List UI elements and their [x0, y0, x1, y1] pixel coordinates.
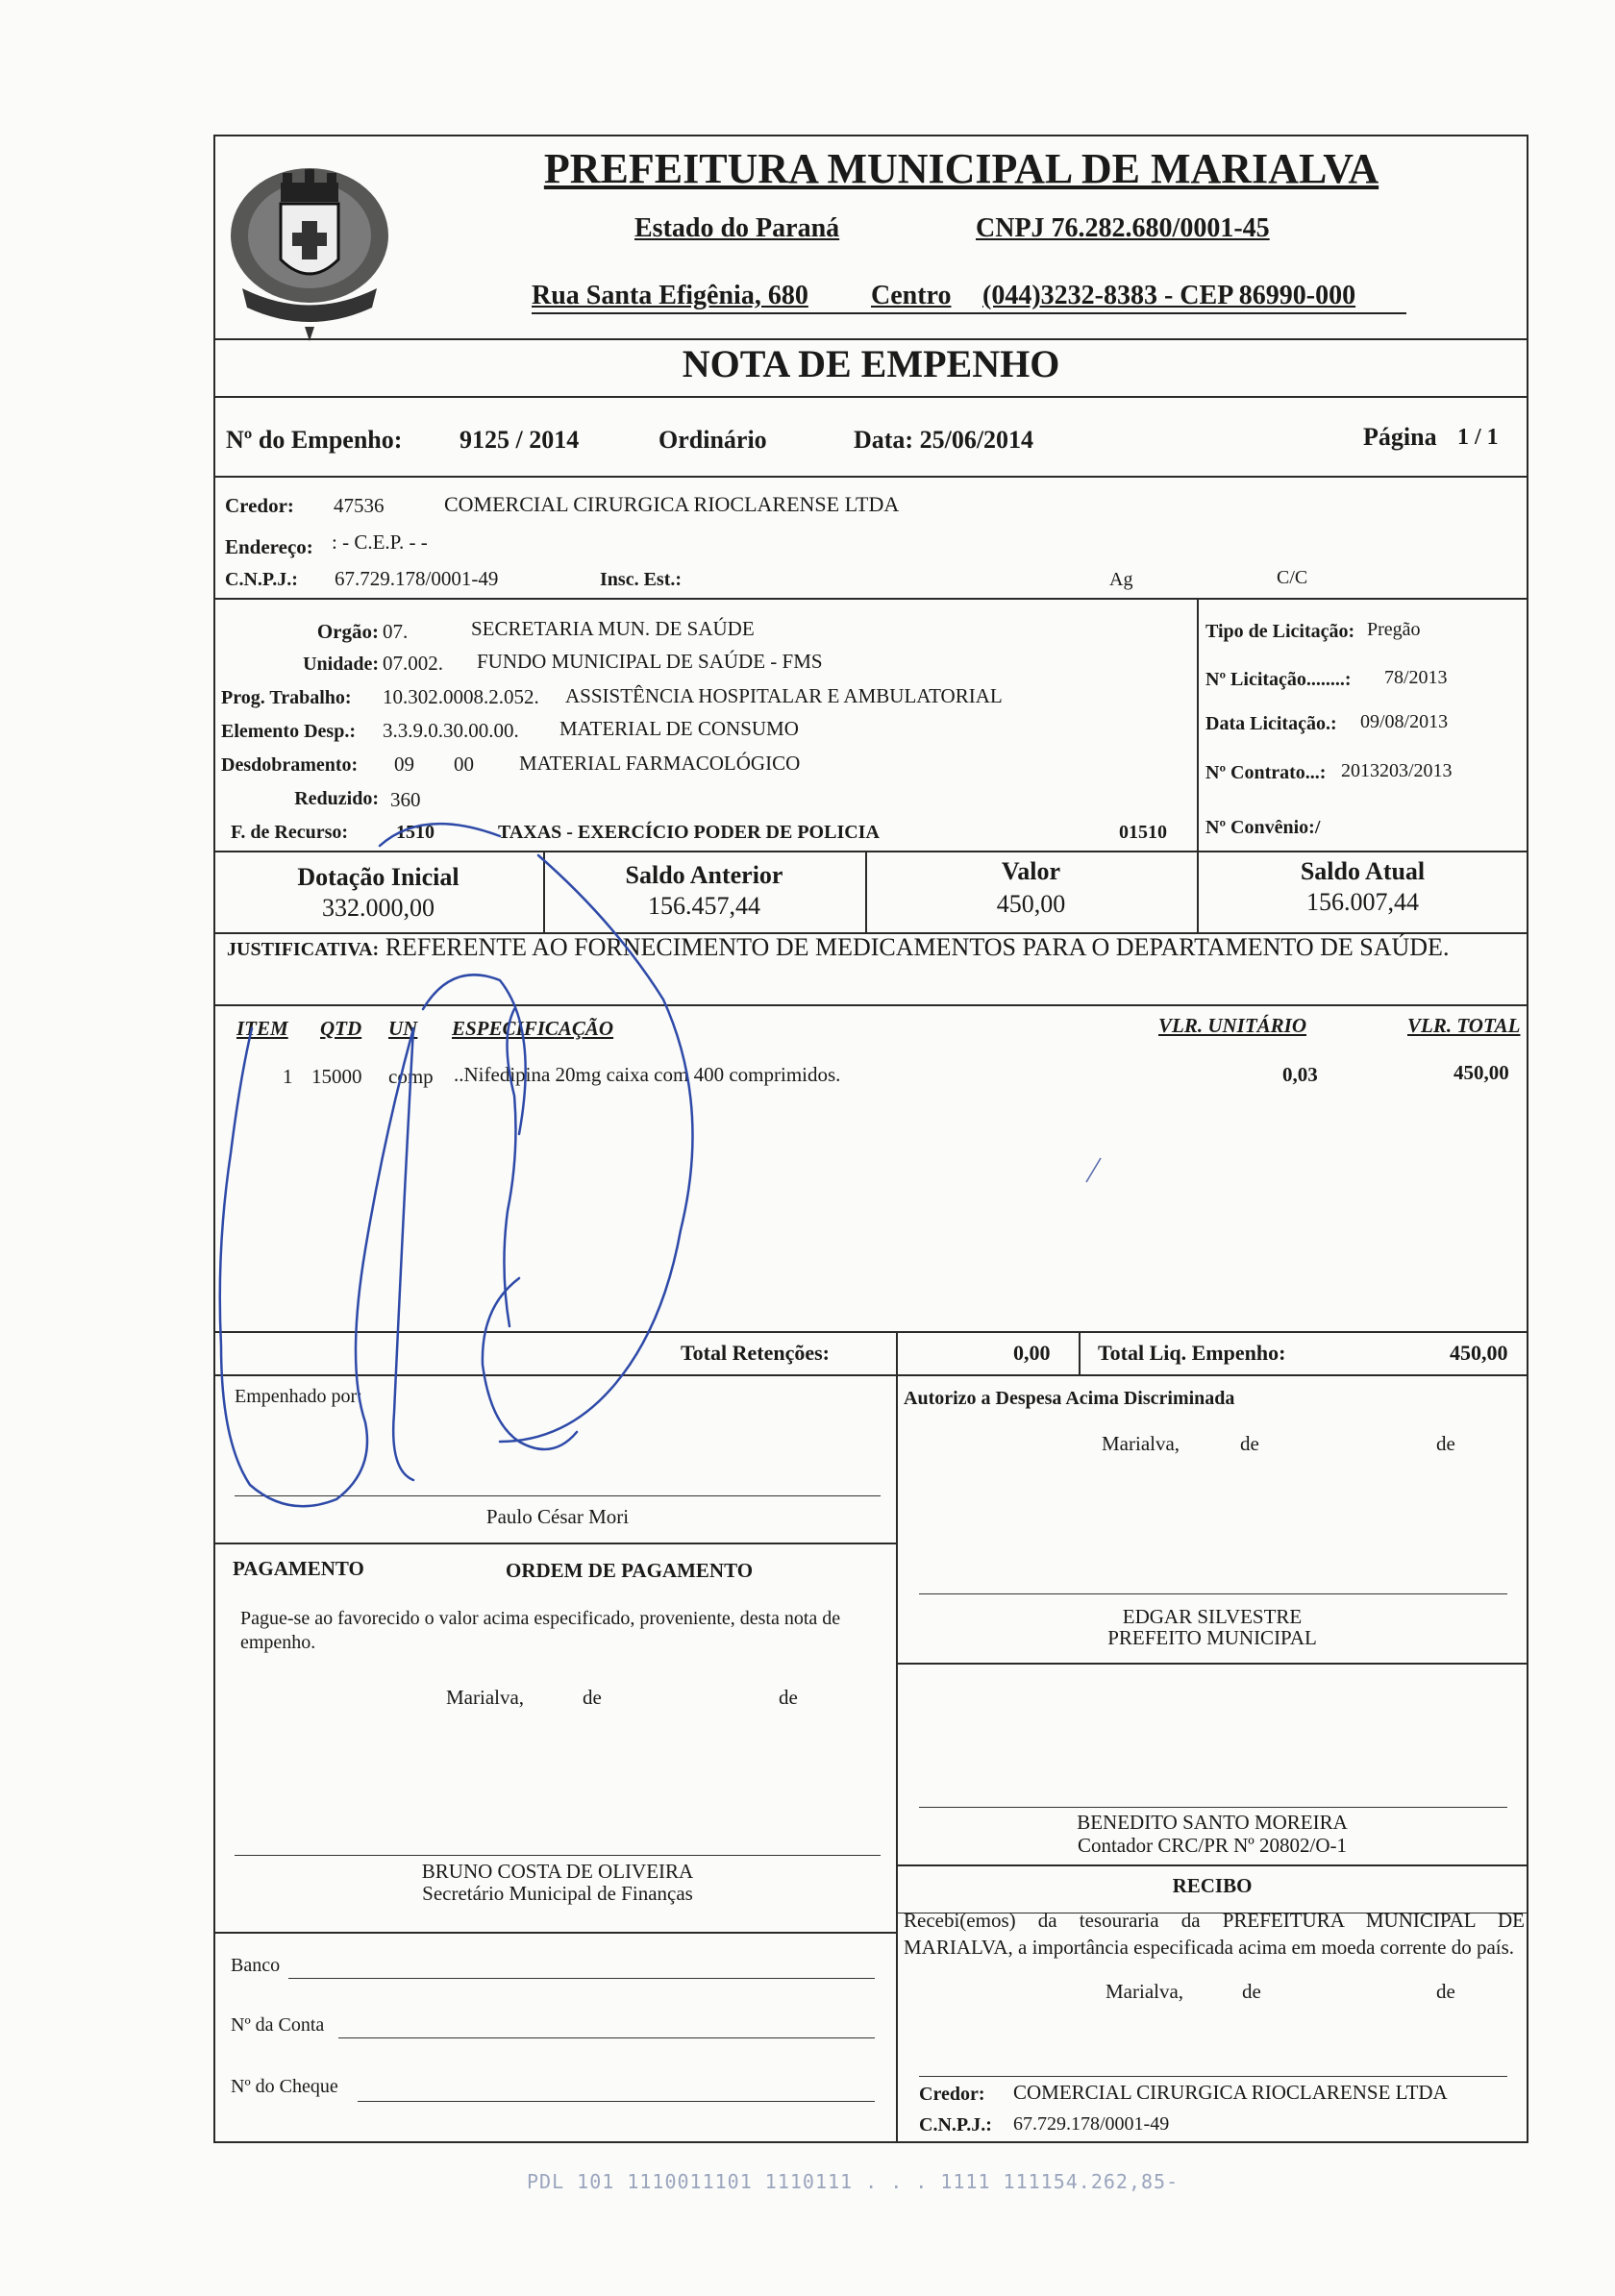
col-valor-total: VLR. TOTAL [1407, 1014, 1521, 1037]
tipo-licitacao-label: Tipo de Licitação: [1205, 621, 1355, 642]
municipality-district: Centro [871, 281, 952, 310]
saldo-anterior-label: Saldo Anterior [625, 861, 783, 889]
document-title: NOTA DE EMPENHO [682, 342, 1060, 385]
total-retencoes-label: Total Retenções: [681, 1341, 830, 1365]
page-label: Página [1363, 423, 1437, 451]
ordem-pagamento-label: ORDEM DE PAGAMENTO [506, 1559, 754, 1582]
saldo-atual-label: Saldo Atual [1300, 857, 1426, 885]
endereco-value: : - C.E.P. - - [332, 531, 428, 554]
justificativa-label: JUSTIFICATIVA: [227, 939, 380, 960]
autorizo-de-1: de [1240, 1432, 1259, 1455]
contador-name: BENEDITO SANTO MOREIRA [1077, 1811, 1348, 1834]
credor-cnpj: 67.729.178/0001-49 [335, 567, 499, 590]
empenho-number: 9125 / 2014 [460, 426, 580, 454]
cheque-label: Nº do Cheque [231, 2076, 338, 2097]
municipality-address: Rua Santa Efigênia, 680 [532, 281, 808, 310]
prog-trabalho-label: Prog. Trabalho: [221, 687, 352, 708]
desdobramento-name: MATERIAL FARMACOLÓGICO [519, 752, 801, 775]
elemento-label: Elemento Desp.: [221, 721, 356, 742]
ag-label: Ag [1109, 569, 1133, 590]
tipo-licitacao-value: Pregão [1367, 619, 1421, 640]
reduzido-label: Reduzido: [294, 788, 379, 809]
endereco-label: Endereço: [225, 535, 313, 558]
recibo-cnpj-label: C.N.P.J.: [919, 2114, 992, 2136]
municipality-title: PREFEITURA MUNICIPAL DE MARIALVA [543, 145, 1379, 192]
banco-label: Banco [231, 1955, 281, 1976]
pagamento-label: PAGAMENTO [233, 1557, 364, 1580]
desdobramento-code-2: 00 [454, 753, 474, 776]
pagamento-text: Pague-se ao favorecido o valor acima especificado, proveniente, desta nota de empenho. [240, 1608, 841, 1653]
autorizo-place: Marialva, [1102, 1432, 1180, 1455]
item-especificacao: ..Nifedipina 20mg caixa com 400 comprimidos. [454, 1063, 841, 1086]
total-liq-label: Total Liq. Empenho: [1098, 1341, 1286, 1365]
item-number: 1 [283, 1065, 293, 1088]
fonte-recurso-label: F. de Recurso: [231, 822, 349, 843]
cc-label: C/C [1277, 567, 1308, 588]
recibo-label: RECIBO [1172, 1874, 1253, 1897]
municipality-cnpj: CNPJ 76.282.680/0001-45 [976, 213, 1270, 243]
pagamento-de-2: de [779, 1686, 798, 1709]
recibo-credor-name: COMERCIAL CIRURGICA RIOCLARENSE LTDA [1013, 2081, 1448, 2104]
valor-label: Valor [1001, 857, 1061, 885]
recibo-de-2: de [1436, 1980, 1455, 2003]
recibo-de-1: de [1242, 1980, 1261, 2003]
contador-role: Contador CRC/PR Nº 20802/O-1 [1077, 1834, 1348, 1857]
credor-code: 47536 [334, 494, 385, 517]
unidade-label: Unidade: [303, 654, 379, 675]
unidade-code: 07.002. [383, 652, 443, 675]
fonte-recurso-name: TAXAS - EXERCÍCIO PODER DE POLICIA [498, 822, 880, 843]
fonte-recurso-number: 01510 [1119, 822, 1167, 843]
recibo-text: Recebi(emos) da tesouraria da PREFEITURA MUNICIPAL DE MARIALVA, a importância especificada acima em moeda corrente do país. [904, 1909, 1525, 1959]
elemento-name: MATERIAL DE CONSUMO [559, 717, 799, 740]
item-qtd: 15000 [311, 1065, 362, 1088]
prog-trabalho-code: 10.302.0008.2.052. [383, 685, 539, 708]
empenho-date: Data: 25/06/2014 [854, 426, 1034, 454]
licitacao-date-label: Data Licitação.: [1205, 713, 1337, 734]
orgao-name: SECRETARIA MUN. DE SAÚDE [471, 617, 755, 640]
credor-label: Credor: [225, 494, 294, 517]
empenhado-por-label: Empenhado por: [235, 1386, 362, 1407]
desdobramento-label: Desdobramento: [221, 754, 359, 776]
contrato-label: Nº Contrato...: [1205, 762, 1327, 783]
prog-trabalho-name: ASSISTÊNCIA HOSPITALAR E AMBULATORIAL [565, 684, 1003, 707]
saldo-anterior-value: 156.457,44 [648, 892, 760, 920]
recibo-cnpj: 67.729.178/0001-49 [1013, 2113, 1170, 2135]
dotacao-value: 332.000,00 [322, 894, 435, 922]
dotacao-label: Dotação Inicial [297, 863, 460, 891]
conta-label: Nº da Conta [231, 2014, 325, 2036]
col-item: ITEM [236, 1017, 288, 1040]
page-number: 1 / 1 [1457, 425, 1499, 450]
credor-cnpj-label: C.N.P.J.: [225, 569, 298, 590]
secretario-name: BRUNO COSTA DE OLIVEIRA [421, 1860, 694, 1883]
reduzido-value: 360 [390, 788, 421, 811]
item-valor-unitario: 0,03 [1282, 1063, 1318, 1086]
col-qtd: QTD [320, 1017, 362, 1040]
prefeito-role: PREFEITO MUNICIPAL [1107, 1626, 1317, 1649]
valor-value: 450,00 [996, 890, 1066, 918]
state-name: Estado do Paraná [634, 213, 840, 243]
autorizo-de-2: de [1436, 1432, 1455, 1455]
recibo-credor-label: Credor: [919, 2084, 985, 2105]
municipality-phone-cep: (044)3232-8383 - CEP 86990-000 [982, 281, 1356, 310]
col-valor-unitario: VLR. UNITÁRIO [1158, 1014, 1307, 1037]
unidade-name: FUNDO MUNICIPAL DE SAÚDE - FMS [477, 650, 823, 673]
pagamento-de-1: de [583, 1686, 602, 1709]
licitacao-number-label: Nº Licitação........: [1205, 669, 1352, 690]
orgao-code: 07. [383, 620, 409, 643]
credor-name: COMERCIAL CIRURGICA RIOCLARENSE LTDA [444, 492, 900, 516]
col-especificacao: ESPECIFICAÇÃO [452, 1017, 614, 1040]
secretario-role: Secretário Municipal de Finanças [422, 1882, 693, 1905]
col-un: UN [388, 1017, 418, 1040]
empenho-type: Ordinário [658, 426, 767, 454]
licitacao-date: 09/08/2013 [1360, 711, 1449, 732]
fonte-recurso-code: 1510 [396, 822, 435, 843]
item-valor-total: 450,00 [1454, 1061, 1509, 1084]
insc-est-label: Insc. Est.: [600, 569, 683, 590]
autorizo-label: Autorizo a Despesa Acima Discriminada [904, 1388, 1235, 1409]
item-un: comp [388, 1065, 434, 1088]
licitacao-number: 78/2013 [1384, 667, 1448, 688]
saldo-atual-value: 156.007,44 [1306, 888, 1419, 916]
elemento-code: 3.3.9.0.30.00.00. [383, 719, 519, 742]
prefeito-name: EDGAR SILVESTRE [1122, 1605, 1303, 1628]
convenio-label: Nº Convênio:/ [1205, 817, 1321, 838]
empenhado-por-name: Paulo César Mori [485, 1505, 630, 1528]
recibo-place: Marialva, [1106, 1980, 1184, 2003]
justificativa-text: REFERENTE AO FORNECIMENTO DE MEDICAMENTOS PARA O DEPARTAMENTO DE SAÚDE. [385, 933, 1450, 961]
total-liq-value: 450,00 [1450, 1341, 1508, 1365]
pagamento-place: Marialva, [446, 1686, 525, 1709]
orgao-label: Orgão: [316, 620, 379, 643]
calculator-print: PDL 101 1110011101 1110111 . . . 1111 111154.262,85- [527, 2170, 1180, 2193]
desdobramento-code-1: 09 [394, 753, 414, 776]
total-retencoes-value: 0,00 [1013, 1341, 1051, 1365]
empenho-number-label: Nº do Empenho: [226, 426, 403, 454]
contrato-number: 2013203/2013 [1341, 760, 1453, 781]
